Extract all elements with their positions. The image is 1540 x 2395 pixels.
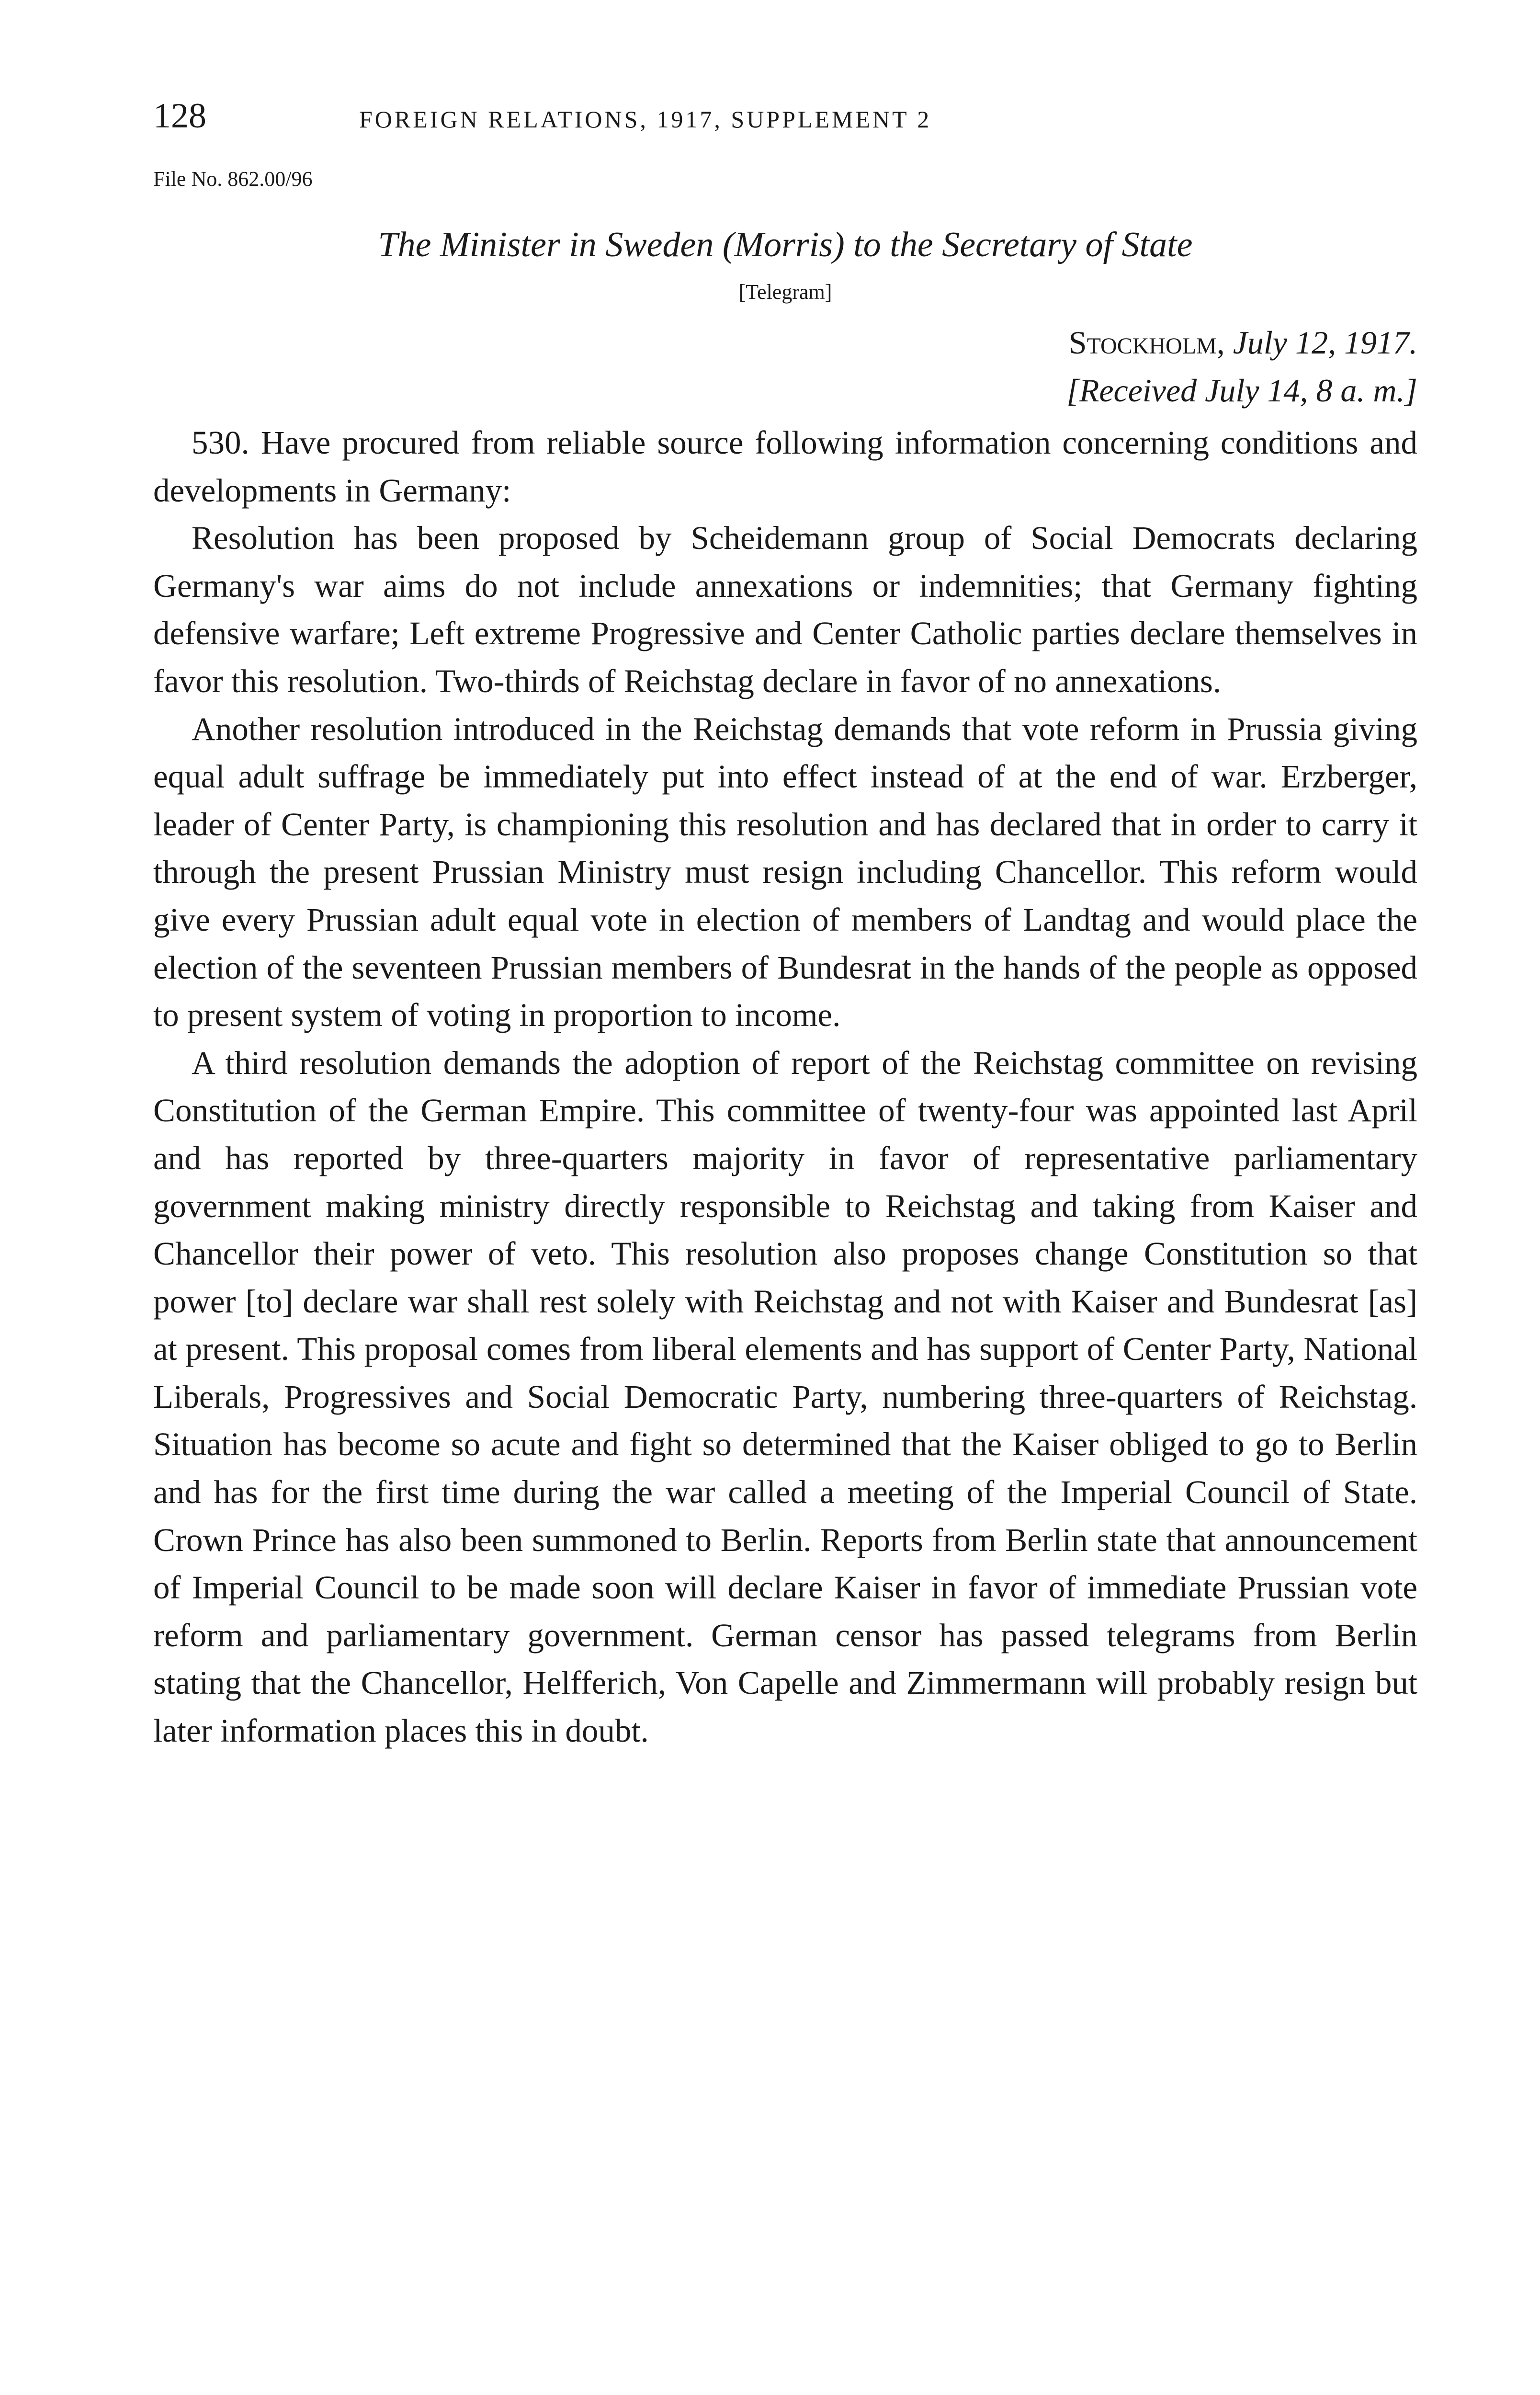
paragraph-3: Another resolution introduced in the Reichstag demands that vote reform in Prussia giving equal adult suffrage be immediately put into effect instead of at the end of war. Erzberger, leader of Center Party, is championing this resolution and has declared that in order to carry it through the present Prussian Ministry must resign including Chancellor. This reform would give every Prussian adult equal vote in election of members of Landtag and would place the election of the seventeen Prussian members of Bundesrat in the hands of the people as opposed to present system of voting in proportion to income.: [153, 710, 1417, 1034]
dateline: [153, 319, 1417, 414]
paragraph-4: A third resolution demands the adoption of report of the Reichstag committee on revising Constitution of the German Empire. This committee of twenty-four was appointed last April and has reported by three-quarters majority in favor of representative parliamentary government making ministry directly responsible to Reichstag and taking from Kaiser and Chancellor their power of veto. This resolution also proposes change Constitution so that power [to] declare war shall rest solely with Reichstag and not with Kaiser and Bundesrat [as] at present. This proposal comes from liberal elements and has support of Center Party, National Liberals, Progressives and Social Democratic Party, numbering three-quarters of Reichstag. Situation has become so acute and fight so determined that the Kaiser obliged to go to Berlin and has for the first time during the war called a meeting of the Imperial Council of State. Crown Prince has also been summoned to Berlin. Reports from Berlin state that announcement of Imperial Council to be made soon will declare Kaiser in favor of immediate Prussian vote reform and parliamentary government. German censor has passed telegrams from Berlin stating that the Chancellor, Helfferich, Von Capelle and Zimmermann will probably resign but later information places this in doubt.: [153, 1044, 1417, 1749]
received-date: [Received July 14, 8 a. m.]: [1066, 372, 1417, 409]
document-type: [Telegram]: [738, 280, 832, 304]
dateline-place-date: [153, 319, 1417, 366]
file-number: File No. 862.00/96: [153, 167, 313, 191]
document-page: [153, 96, 1417, 1755]
received-line: [153, 366, 1417, 414]
dateline-date: July 12, 1917.: [1233, 324, 1417, 361]
paragraph-1: 530. Have procured from reliable source following information concerning conditions and developments in Germany:: [153, 424, 1417, 509]
document-title: The Minister in Sweden (Morris) to the Secretary of State: [378, 225, 1193, 264]
dateline-place: Stockholm,: [1068, 324, 1225, 361]
paragraph-2: Resolution has been proposed by Scheidemann group of Social Democrats declaring Germany's war aims do not include annexations or indemnities; that Germany fighting defensive warfare; Left extreme Progressive and Center Catholic parties declare themselves in favor this resolution. Two-thirds of Reichstag declare in favor of no annexations.: [153, 520, 1417, 699]
running-head: [153, 96, 1417, 148]
page-number: 128: [153, 96, 206, 136]
running-head-title: FOREIGN RELATIONS, 1917, SUPPLEMENT 2: [359, 106, 932, 133]
